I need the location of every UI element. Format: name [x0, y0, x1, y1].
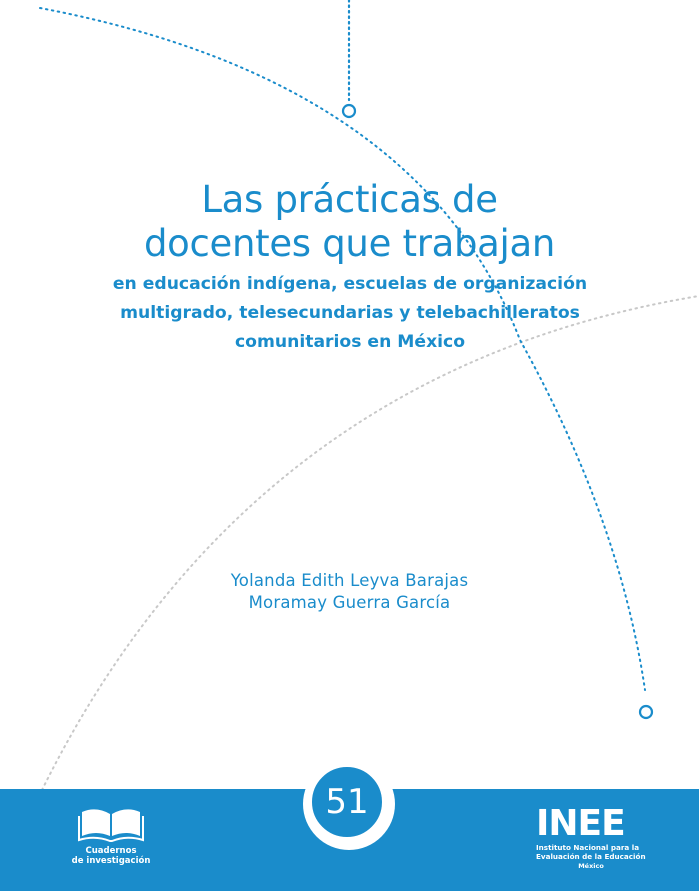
inee-logo: INEE: [536, 803, 625, 844]
author-2: Moramay Guerra García: [248, 593, 451, 612]
subtitle: en educación indígena, escuelas de organización multigrado, telesecundarias y telebachilleratos comunitarios en México: [112, 274, 588, 352]
title-line-1: Las prácticas de: [201, 178, 498, 221]
series-label-line-2: de investigación: [71, 856, 151, 866]
series-label: [68, 846, 154, 866]
right-ring-marker: [640, 706, 652, 718]
open-book-icon: [78, 806, 144, 844]
gray-dotted-arc: [42, 296, 699, 790]
top-ring-marker: [343, 105, 355, 117]
author-1: Yolanda Edith Leyva Barajas: [230, 571, 469, 590]
title-line-2: docentes que trabajan: [143, 222, 556, 265]
publisher-name: Instituto Nacional para la Evaluación de la Educación: [536, 843, 646, 861]
series-label-line-1: Cuadernos: [85, 846, 137, 856]
publisher-country: México: [578, 862, 604, 870]
series-number: 51: [310, 765, 384, 839]
authors: [0, 570, 699, 614]
